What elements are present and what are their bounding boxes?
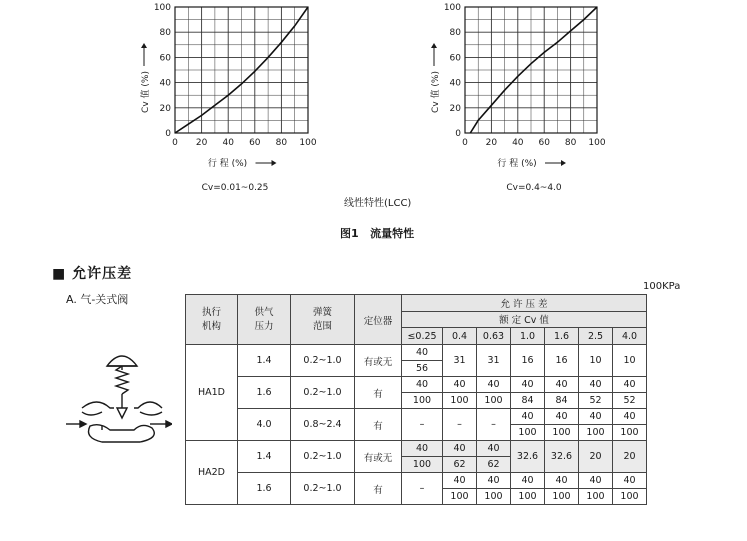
- value-cell: 40: [477, 441, 511, 457]
- header-cv: 2.5: [579, 328, 613, 345]
- x-axis-label: 行 程 (%): [497, 159, 537, 169]
- x-tick-label: 0: [172, 138, 178, 148]
- y-tick-label: 100: [443, 3, 461, 13]
- value-cell: 20: [579, 441, 613, 473]
- positioner-cell: 有: [355, 473, 402, 505]
- x-tick-label: 60: [538, 138, 550, 148]
- y-tick-label: 40: [449, 78, 461, 89]
- value-cell: 40: [545, 473, 579, 489]
- value-cell: 40: [443, 441, 477, 457]
- value-cell: 62: [477, 457, 511, 473]
- y-tick-label: 80: [159, 28, 171, 39]
- unit-label: 100KPa: [643, 281, 681, 292]
- value-cell: 100: [511, 425, 545, 441]
- value-cell: 10: [613, 345, 647, 377]
- header-cv: 4.0: [613, 328, 647, 345]
- y-tick-label: 60: [449, 53, 461, 64]
- y-tick-label: 40: [159, 78, 171, 89]
- value-cell: 100: [443, 489, 477, 505]
- x-axis-arrow-head-icon: [272, 160, 277, 166]
- x-tick-label: 20: [195, 138, 208, 148]
- value-cell: 40: [477, 473, 511, 489]
- value-cell: 62: [443, 457, 477, 473]
- value-cell: 40: [402, 377, 443, 393]
- value-cell: 40: [477, 377, 511, 393]
- value-cell: 100: [545, 425, 579, 441]
- x-tick-label: 40: [222, 138, 234, 148]
- header-cv: 1.6: [545, 328, 579, 345]
- chart-subtitle: Cv=0.01~0.25: [201, 183, 269, 193]
- spring-cell: 0.2~1.0: [291, 345, 355, 377]
- value-cell: 40: [579, 409, 613, 425]
- value-cell: 40: [545, 377, 579, 393]
- value-cell: 52: [613, 393, 647, 409]
- positioner-cell: 有: [355, 377, 402, 409]
- value-cell: 84: [511, 393, 545, 409]
- dash-cell: –: [443, 409, 477, 441]
- value-cell: 100: [511, 489, 545, 505]
- section-subtitle: A. 气-关式阀: [66, 293, 129, 306]
- flow-arrow-icon: [66, 421, 172, 427]
- pressure-table: [185, 294, 647, 505]
- x-tick-label: 80: [275, 138, 288, 148]
- spring-cell: 0.2~1.0: [291, 473, 355, 505]
- y-tick-label: 0: [455, 129, 461, 139]
- header-rated: 额 定 Cv 值: [402, 311, 647, 328]
- value-cell: 100: [402, 457, 443, 473]
- value-cell: 40: [511, 409, 545, 425]
- dash-cell: –: [402, 473, 443, 505]
- spring-cell: 0.2~1.0: [291, 377, 355, 409]
- value-cell: 31: [443, 345, 477, 377]
- supply-cell: 4.0: [238, 409, 291, 441]
- x-tick-label: 40: [512, 138, 524, 148]
- y-tick-label: 20: [159, 103, 171, 114]
- x-tick-label: 100: [588, 138, 606, 148]
- value-cell: 40: [579, 377, 613, 393]
- value-cell: 40: [443, 473, 477, 489]
- value-cell: 10: [579, 345, 613, 377]
- figure-caption: 图1 流量特性: [340, 227, 415, 240]
- value-cell: 100: [579, 425, 613, 441]
- dash-cell: –: [477, 409, 511, 441]
- value-cell: 100: [545, 489, 579, 505]
- positioner-cell: 有: [355, 409, 402, 441]
- spring-cell: 0.8~2.4: [291, 409, 355, 441]
- valve-body-icon: [82, 402, 162, 442]
- value-cell: 40: [402, 345, 443, 361]
- value-cell: 40: [402, 441, 443, 457]
- value-cell: 100: [477, 489, 511, 505]
- supply-cell: 1.6: [238, 473, 291, 505]
- y-tick-label: 80: [449, 28, 461, 39]
- value-cell: 40: [579, 473, 613, 489]
- x-tick-label: 80: [564, 138, 577, 148]
- chart-subtitle: Cv=0.4~4.0: [506, 183, 562, 193]
- header-positioner: 定位器: [355, 295, 402, 345]
- header-cv: 1.0: [511, 328, 545, 345]
- value-cell: 100: [477, 393, 511, 409]
- dash-cell: –: [402, 409, 443, 441]
- value-cell: 84: [545, 393, 579, 409]
- value-cell: 16: [511, 345, 545, 377]
- supply-cell: 1.4: [238, 345, 291, 377]
- y-tick-label: 100: [153, 3, 171, 13]
- value-cell: 40: [443, 377, 477, 393]
- actuator-name: HA1D: [186, 345, 238, 441]
- x-tick-label: 60: [249, 138, 261, 148]
- positioner-cell: 有或无: [355, 441, 402, 473]
- x-tick-label: 100: [299, 138, 317, 148]
- value-cell: 100: [402, 393, 443, 409]
- header-allowed: 允 许 压 差: [402, 295, 647, 312]
- value-cell: 16: [545, 345, 579, 377]
- value-cell: 40: [511, 473, 545, 489]
- y-axis-label: Cv 值 (%): [431, 71, 441, 113]
- header-actuator: 执行 机构: [186, 295, 238, 345]
- x-tick-label: 20: [485, 138, 498, 148]
- chart-lcc-large: [420, 0, 620, 200]
- supply-cell: 1.6: [238, 377, 291, 409]
- x-tick-label: 0: [462, 138, 468, 148]
- y-tick-label: 0: [165, 129, 171, 139]
- value-cell: 100: [579, 489, 613, 505]
- value-cell: 31: [477, 345, 511, 377]
- value-cell: 100: [613, 489, 647, 505]
- y-tick-label: 60: [159, 53, 171, 64]
- header-cv: 0.63: [477, 328, 511, 345]
- value-cell: 100: [443, 393, 477, 409]
- value-cell: 40: [511, 377, 545, 393]
- spring-cell: 0.2~1.0: [291, 441, 355, 473]
- diaphragm-actuator-icon: [107, 356, 137, 408]
- value-cell: 32.6: [545, 441, 579, 473]
- section-title: ■ 允许压差: [52, 266, 133, 282]
- value-cell: 32.6: [511, 441, 545, 473]
- header-supply: 供气 压力: [238, 295, 291, 345]
- y-tick-label: 20: [449, 103, 461, 114]
- value-cell: 20: [613, 441, 647, 473]
- valve-diagram: [62, 346, 172, 456]
- value-cell: 40: [613, 409, 647, 425]
- value-cell: 40: [613, 377, 647, 393]
- value-cell: 56: [402, 361, 443, 377]
- chart-lcc-small: [130, 0, 330, 200]
- header-cv: ≤0.25: [402, 328, 443, 345]
- header-cv: 0.4: [443, 328, 477, 345]
- value-cell: 100: [613, 425, 647, 441]
- header-spring: 弹簧 范围: [291, 295, 355, 345]
- x-axis-arrow-head-icon: [561, 160, 566, 166]
- actuator-name: HA2D: [186, 441, 238, 505]
- value-cell: 40: [545, 409, 579, 425]
- y-axis-arrow-head-icon: [431, 43, 437, 48]
- positioner-cell: 有或无: [355, 345, 402, 377]
- value-cell: 40: [613, 473, 647, 489]
- value-cell: 52: [579, 393, 613, 409]
- chart-caption: 线性特性(LCC): [344, 198, 412, 209]
- supply-cell: 1.4: [238, 441, 291, 473]
- x-axis-label: 行 程 (%): [207, 159, 248, 169]
- y-axis-label: Cv 值 (%): [141, 71, 151, 113]
- y-axis-arrow-head-icon: [141, 43, 147, 48]
